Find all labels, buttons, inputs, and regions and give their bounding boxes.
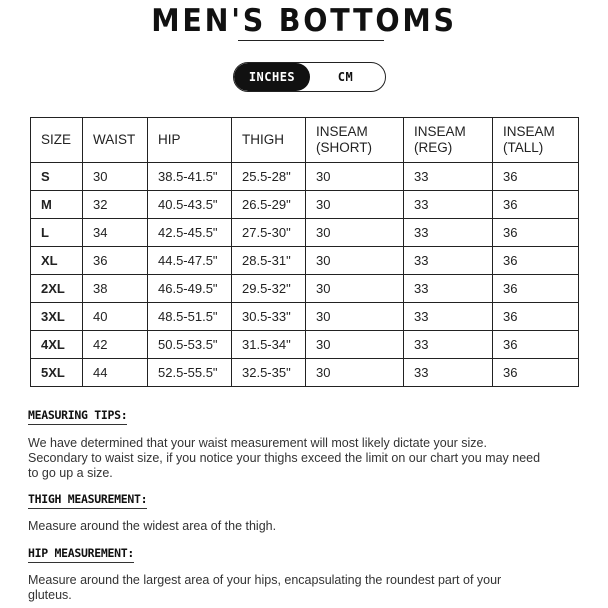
unit-cm-option[interactable]: CM: [337, 70, 354, 84]
cell-waist: 44: [83, 359, 148, 387]
table-row: [31, 359, 579, 387]
table-row: [31, 191, 579, 219]
cell-size: 3XL: [31, 303, 83, 331]
cell-inseam-tall: 36: [493, 219, 579, 247]
cell-hip: 44.5-47.5": [148, 247, 232, 275]
cell-inseam-reg: 33: [404, 275, 493, 303]
cell-waist: 40: [83, 303, 148, 331]
cell-inseam-tall: 36: [493, 303, 579, 331]
cell-size: XL: [31, 247, 83, 275]
cell-inseam-reg: 33: [404, 359, 493, 387]
cell-thigh: 26.5-29": [232, 191, 306, 219]
cell-size: 5XL: [31, 359, 83, 387]
header-hip: HIP: [148, 118, 232, 163]
size-chart-table: [30, 117, 579, 387]
cell-waist: 42: [83, 331, 148, 359]
cell-inseam-short: 30: [306, 359, 404, 387]
measuring-tips-text: We have determined that your waist measurement will most likely dictate your size. Secondary to waist size, if you notice your thighs exceed the limit on our chart you may need to go up a size.: [28, 436, 541, 480]
cell-inseam-tall: 36: [493, 163, 579, 191]
cell-thigh: 27.5-30": [232, 219, 306, 247]
cell-inseam-tall: 36: [493, 191, 579, 219]
unit-toggle[interactable]: [233, 62, 386, 92]
cell-hip: 38.5-41.5": [148, 163, 232, 191]
cell-inseam-short: 30: [306, 219, 404, 247]
cell-hip: 46.5-49.5": [148, 275, 232, 303]
cell-thigh: 25.5-28": [232, 163, 306, 191]
cell-inseam-short: 30: [306, 247, 404, 275]
header-inseam-tall: INSEAM (TALL): [493, 118, 579, 163]
cell-inseam-short: 30: [306, 275, 404, 303]
cell-inseam-reg: 33: [404, 219, 493, 247]
header-waist: WAIST: [83, 118, 148, 163]
cell-inseam-tall: 36: [493, 247, 579, 275]
thigh-measurement-heading: THIGH MEASUREMENT:: [28, 492, 147, 509]
page-title: MEN'S BOTTOMS: [151, 3, 457, 39]
cell-inseam-reg: 33: [404, 247, 493, 275]
cell-thigh: 30.5-33": [232, 303, 306, 331]
measuring-tips-heading: MEASURING TIPS:: [28, 408, 127, 425]
header-size: SIZE: [31, 118, 83, 163]
cell-inseam-reg: 33: [404, 191, 493, 219]
table-row: [31, 219, 579, 247]
cell-hip: 48.5-51.5": [148, 303, 232, 331]
cell-inseam-short: 30: [306, 191, 404, 219]
cell-waist: 32: [83, 191, 148, 219]
header-inseam-reg: INSEAM (REG): [404, 118, 493, 163]
hip-measurement-text: Measure around the largest area of your hips, encapsulating the roundest part of your gluteus.: [28, 573, 502, 602]
cell-waist: 30: [83, 163, 148, 191]
table-row: [31, 247, 579, 275]
cell-inseam-reg: 33: [404, 331, 493, 359]
cell-size: M: [31, 191, 83, 219]
hip-measurement-heading: HIP MEASUREMENT:: [28, 546, 134, 563]
cell-thigh: 31.5-34": [232, 331, 306, 359]
cell-inseam-short: 30: [306, 331, 404, 359]
cell-size: 4XL: [31, 331, 83, 359]
cell-waist: 36: [83, 247, 148, 275]
cell-thigh: 29.5-32": [232, 275, 306, 303]
cell-inseam-short: 30: [306, 163, 404, 191]
table-row: [31, 275, 579, 303]
cell-inseam-tall: 36: [493, 359, 579, 387]
cell-size: L: [31, 219, 83, 247]
cell-inseam-reg: 33: [404, 163, 493, 191]
header-thigh: THIGH: [232, 118, 306, 163]
cell-size: S: [31, 163, 83, 191]
table-row: [31, 331, 579, 359]
cell-thigh: 28.5-31": [232, 247, 306, 275]
thigh-measurement-text: Measure around the widest area of the thigh.: [28, 519, 277, 533]
header-inseam-short: INSEAM (SHORT): [306, 118, 404, 163]
table-row: [31, 163, 579, 191]
table-header-row: [31, 118, 579, 163]
table-row: [31, 303, 579, 331]
cell-size: 2XL: [31, 275, 83, 303]
cell-waist: 34: [83, 219, 148, 247]
cell-hip: 42.5-45.5": [148, 219, 232, 247]
cell-hip: 50.5-53.5": [148, 331, 232, 359]
cell-inseam-tall: 36: [493, 331, 579, 359]
cell-inseam-short: 30: [306, 303, 404, 331]
cell-waist: 38: [83, 275, 148, 303]
title-underline: [238, 40, 384, 41]
cell-inseam-reg: 33: [404, 303, 493, 331]
unit-inches-option[interactable]: INCHES: [234, 63, 310, 91]
cell-hip: 40.5-43.5": [148, 191, 232, 219]
cell-thigh: 32.5-35": [232, 359, 306, 387]
cell-hip: 52.5-55.5": [148, 359, 232, 387]
cell-inseam-tall: 36: [493, 275, 579, 303]
